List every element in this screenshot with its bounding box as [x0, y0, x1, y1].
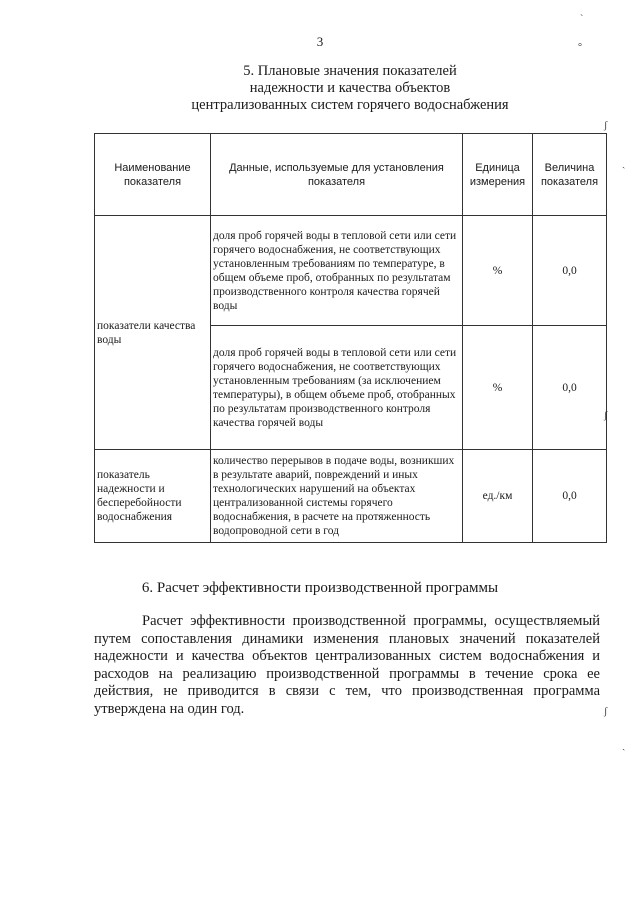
scan-mark: ˏ [622, 740, 626, 751]
scan-mark: ˏ [622, 158, 626, 169]
scan-mark: ʃ [604, 120, 608, 131]
indicator-group-name: показатель надежности и бесперебойности водоснабжения [95, 450, 211, 543]
section-5-title [120, 63, 580, 114]
indicator-value-cell: 0,0 [533, 450, 607, 543]
section-6-title: 6. Расчет эффективности производственной программы [141, 580, 499, 596]
page-number: 3 [316, 34, 324, 49]
section-5-title-line: надежности и качества объектов [249, 80, 451, 96]
indicator-group-name: показатели качества воды [95, 216, 211, 450]
header-unit: Единица измерения [463, 134, 533, 216]
indicator-data-cell: количество перерывов в подаче воды, возникших в результате аварий, повреждений и иных технологических нарушений на объектах централизованной системы горячего водоснабжения, в расчете на протяженность водопроводной сети в год [211, 450, 463, 543]
indicator-unit-cell: % [463, 326, 533, 450]
scan-mark: ʃ [604, 706, 608, 717]
table-row [95, 216, 607, 326]
table-row [95, 450, 607, 543]
scan-mark: ° [578, 42, 582, 53]
section-6-paragraph: Расчет эффективности производственной программы, осуществляемый путем сопоставления динамики изменения плановых значений показателей надежности и качества объектов централизованных систем водоснабжения и расходов на реализацию производственной программы в течение срока ее действия, не приводится в связи с тем, что производственная программа утверждена на один год. [94, 613, 600, 717]
indicator-unit-cell: ед./км [463, 450, 533, 543]
indicator-data-cell: доля проб горячей воды в тепловой сети или сети горячего водоснабжения, не соответствующих установленным требованиям по температуре, в общем объеме проб, отобранных по результатам производственного контроля качества горячей воды [211, 216, 463, 326]
section-5-title-line: 5. Плановые значения показателей [243, 63, 457, 79]
indicator-data-cell: доля проб горячей воды в тепловой сети или сети горячего водоснабжения, не соответствующих установленным требованиям (за исключением температуры), в общем объеме проб, отобранных по результатам производственного контроля качества горячей воды [211, 326, 463, 450]
scan-mark: ˋ [580, 14, 584, 25]
indicator-value-cell: 0,0 [533, 326, 607, 450]
indicator-unit-cell: % [463, 216, 533, 326]
table-header-row [95, 134, 607, 216]
indicators-table [94, 133, 607, 543]
section-5-title-line: централизованных систем горячего водоснабжения [191, 97, 509, 113]
header-indicator-name: Наименование показателя [95, 134, 211, 216]
header-value: Величина показателя [533, 134, 607, 216]
indicator-value-cell: 0,0 [533, 216, 607, 326]
scan-mark: ʃ [604, 410, 608, 421]
header-source-data: Данные, используемые для установления показателя [211, 134, 463, 216]
